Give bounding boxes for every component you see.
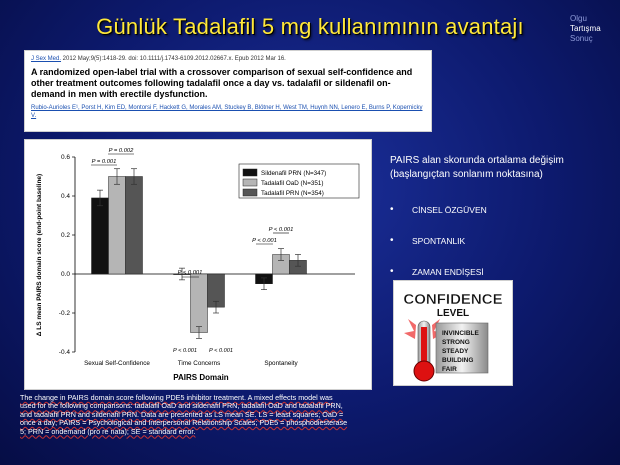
confidence-subtitle: LEVEL	[436, 308, 470, 319]
caption-text: The change in PAIRS domain score following PDE5 inhibitor treatment. A mixed effects model was used for the following comparisons: tadalafil OaD and sildenafil PRN, tadalafil OaD and tadalafil PRN, and tadalafil PRN and sildenafil PRN. Data are presented as LS mean SE. LS = least squares; OaD = once a day; PAIRS = Psychological and Interpersonal Relationship Scales; PDE5 = phosphodiesterase 5; PRN = ondemand (pro re nata); SE = standard error.	[20, 393, 348, 436]
thermometer-bulb	[414, 361, 434, 381]
significance-label: P < 0.001	[173, 348, 197, 354]
bullet-icon: •	[390, 266, 394, 277]
slide-nav	[570, 14, 601, 44]
bar	[126, 177, 143, 275]
level-building: BUILDING	[442, 357, 474, 364]
x-tick-label: Sexual Self-Confidence	[84, 360, 150, 367]
pairs-bar-chart	[24, 139, 372, 390]
y-tick-label: -0.2	[58, 310, 70, 317]
level-invincible: INVINCIBLE	[442, 330, 479, 337]
right-panel	[390, 154, 610, 297]
nav-item-olgu[interactable]: Olgu	[570, 14, 587, 23]
right-panel-heading: PAIRS alan skorunda ortalama değişim (başlangıçtan sonlanım noktasına)	[390, 155, 564, 180]
paper-title: A randomized open-label trial with a crossover comparison of sexual self-confidence and other treatment outcomes following tadalafil once a day vs. tadalafil or sildenafil on-demand in men with erectile dysfunction.	[31, 67, 413, 99]
y-tick-label: 0.4	[60, 193, 70, 200]
burst-icon	[404, 319, 416, 339]
y-axis-label: Δ LS mean PAIRS domain score (end-point baseline)	[36, 173, 43, 337]
legend-label: Sildenafil PRN (N=347)	[261, 170, 327, 177]
x-tick-label: Time Concerns	[177, 360, 221, 367]
paper-citation-line	[31, 56, 425, 62]
y-tick-label: 0.0	[60, 271, 70, 278]
bullet-icon: •	[390, 204, 394, 215]
nav-item-tartisma[interactable]: Tartışma	[570, 24, 601, 33]
legend-swatch	[243, 169, 257, 176]
legend-swatch	[243, 179, 257, 186]
y-tick-label: 0.6	[60, 154, 70, 161]
bullet-icon: •	[390, 235, 394, 246]
legend-label: Tadalafil OaD (N=351)	[261, 180, 324, 187]
level-strong: STRONG	[442, 339, 470, 346]
figure-caption	[20, 394, 350, 436]
significance-label: P < 0.001	[177, 270, 203, 276]
bar	[191, 274, 208, 333]
confidence-level-image	[393, 280, 513, 386]
bullet-item	[390, 266, 610, 277]
bar	[109, 177, 126, 275]
bullet-item	[390, 235, 610, 246]
significance-label: P = 0.001	[91, 159, 117, 165]
slide-title: Günlük Tadalafil 5 mg kullanımının avantajı	[96, 14, 524, 39]
bullet-text: SPONTANLIK	[412, 235, 466, 246]
x-axis-label: PAIRS Domain	[173, 373, 229, 382]
bullet-text: CİNSEL ÖZGÜVEN	[412, 204, 487, 215]
significance-label-hidden	[201, 343, 202, 344]
bar	[92, 198, 109, 274]
nav-item-sonuc[interactable]: Sonuç	[570, 34, 593, 43]
legend-swatch	[243, 189, 257, 196]
legend-label: Tadalafil PRN (N=354)	[261, 190, 324, 197]
paper-authors[interactable]: Rubio-Aurioles E¹, Porst H, Kim ED, Montorsi F, Hackett G, Morales AM, Stuckey B, Blötner H, West TM, Huynh NN, Lenero E, Burns P, Kopernicky V.	[31, 105, 423, 119]
significance-label: P = 0.002	[108, 148, 134, 154]
citation-details: 2012 May;9(5):1418-29. doi: 10.1111/j.1743-6109.2012.02667.x. Epub 2012 Mar 16.	[61, 56, 286, 62]
level-steady: STEADY	[442, 348, 469, 355]
bullet-text: ZAMAN ENDİŞESİ	[412, 266, 484, 277]
bullet-item	[390, 204, 610, 215]
y-tick-label: -0.4	[58, 349, 70, 356]
confidence-title: CONFIDENCE	[403, 291, 503, 308]
chart-svg	[25, 140, 371, 389]
significance-label: P < 0.001	[209, 348, 233, 354]
bullet-list	[390, 204, 610, 277]
x-tick-label: Spontaneity	[264, 360, 298, 367]
significance-label: P < 0.001	[252, 238, 277, 244]
significance-label: P < 0.001	[268, 227, 294, 233]
confidence-level-graphic	[394, 281, 512, 385]
y-tick-label: 0.2	[60, 232, 70, 239]
journal-link[interactable]: J Sex Med.	[31, 56, 62, 62]
level-fair: FAIR	[442, 366, 457, 373]
paper-citation-box	[24, 50, 432, 132]
